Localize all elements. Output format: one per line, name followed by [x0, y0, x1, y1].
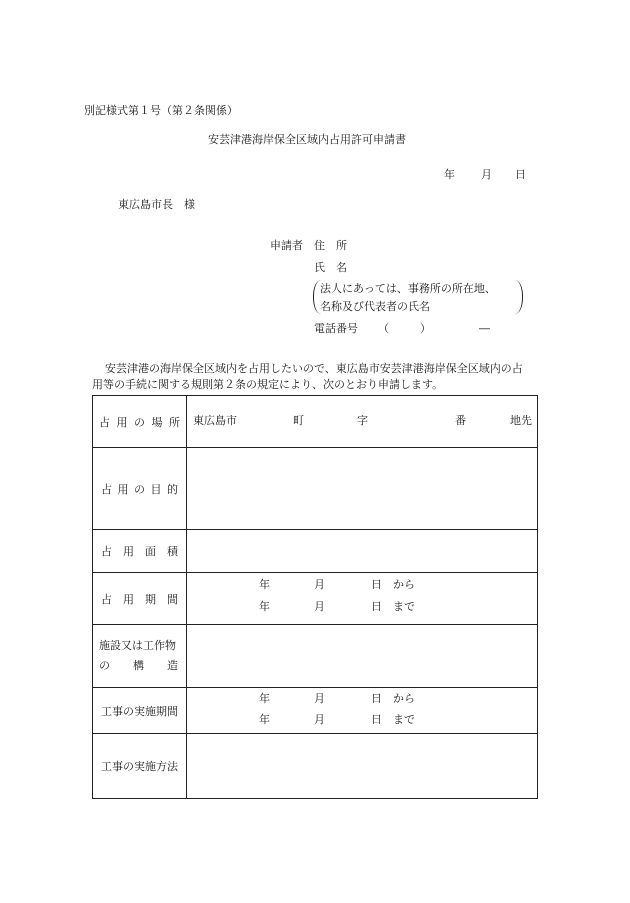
- work-method-label-text: 工事の実施方法: [101, 760, 178, 773]
- table-row-purpose: [93, 448, 538, 530]
- work-from: から: [393, 692, 415, 705]
- corporate-note-line2: 名称及び代表者の氏名: [320, 300, 430, 313]
- location-aza: 字: [357, 414, 368, 427]
- work-method-label: [93, 734, 187, 799]
- label-char: 造: [167, 659, 178, 672]
- area-value-cell[interactable]: [187, 530, 538, 573]
- label-char: 場: [151, 415, 163, 429]
- application-table: [92, 395, 538, 799]
- label-char: の: [99, 659, 110, 672]
- structure-value-cell[interactable]: [187, 625, 538, 688]
- label-char: 期: [145, 592, 156, 606]
- applicant-label: 申請者: [270, 239, 303, 252]
- date-day-label: 日: [515, 168, 526, 181]
- date-month-label: 月: [481, 168, 492, 181]
- work-to-year: 年: [259, 713, 270, 726]
- work-from-year: 年: [259, 692, 270, 705]
- location-label: [93, 396, 187, 448]
- label-char: 用: [116, 415, 128, 429]
- form-number: 別記様式第１号（第２条関係）: [84, 104, 238, 117]
- label-char: の: [134, 415, 145, 429]
- work-to: まで: [393, 713, 415, 726]
- structure-label-line1: 施設又は工作物: [99, 639, 176, 652]
- label-char: 用: [123, 545, 134, 558]
- location-value-cell[interactable]: [187, 396, 538, 448]
- label-char: 積: [167, 545, 178, 558]
- period-label: [93, 573, 187, 625]
- period-from-month: 月: [314, 578, 325, 591]
- table-row-work-method: [93, 734, 538, 799]
- purpose-value-cell[interactable]: [187, 448, 538, 530]
- label-char: 占: [101, 545, 112, 558]
- period-to-year: 年: [259, 600, 270, 613]
- work-from-month: 月: [314, 692, 325, 705]
- work-to-day: 日: [371, 713, 382, 726]
- label-char: 的: [167, 482, 178, 496]
- location-ban: 番: [455, 414, 466, 427]
- work-period-label: [93, 688, 187, 734]
- document-title: 安芸津港海岸保全区域内占用許可申請書: [208, 133, 406, 146]
- work-from-day: 日: [371, 692, 382, 705]
- table-row-area: [93, 530, 538, 573]
- addressee: 東広島市長 様: [118, 198, 195, 211]
- table-row-period: [93, 573, 538, 625]
- table-row-work-period: [93, 688, 538, 734]
- purpose-label: [93, 448, 187, 530]
- label-char: 間: [167, 592, 178, 606]
- phone-dash: ―: [479, 322, 490, 335]
- work-method-value-cell[interactable]: [187, 734, 538, 799]
- label-char: の: [134, 482, 145, 496]
- table-row-location: [93, 396, 538, 448]
- label-char: 占: [101, 592, 112, 606]
- work-to-month: 月: [314, 713, 325, 726]
- corporate-note-line1: 法人にあっては、事務所の所在地、: [320, 282, 496, 295]
- label-char: 占: [99, 415, 110, 429]
- area-label: [93, 530, 187, 573]
- date-year-label: 年: [444, 168, 455, 181]
- period-to-day: 日: [371, 600, 382, 613]
- label-char: 所: [169, 415, 180, 429]
- label-char: 面: [145, 545, 156, 558]
- label-char: 用: [123, 592, 134, 606]
- structure-label: [93, 625, 187, 688]
- phone-label: 電話番号: [314, 322, 358, 335]
- period-from: から: [393, 578, 415, 591]
- period-to-month: 月: [314, 600, 325, 613]
- name-label: 氏 名: [314, 261, 347, 274]
- label-char: 目: [150, 482, 162, 496]
- phone-open-paren: （: [378, 322, 389, 335]
- location-city: 東広島市: [193, 414, 237, 427]
- label-char: 占: [101, 482, 112, 496]
- period-from-year: 年: [259, 578, 270, 591]
- period-value-cell[interactable]: [187, 573, 538, 625]
- location-chisaki: 地先: [510, 414, 532, 427]
- phone-close-paren: ）: [420, 322, 431, 335]
- address-label: 住 所: [314, 239, 347, 252]
- body-text-line2: 用等の手続に関する規則第２条の規定により、次のとおり申請します。: [92, 378, 444, 391]
- table-row-structure: [93, 625, 538, 688]
- location-town: 町: [293, 414, 304, 427]
- work-period-value-cell[interactable]: [187, 688, 538, 734]
- period-from-day: 日: [371, 578, 382, 591]
- work-period-label-text: 工事の実施期間: [101, 704, 178, 718]
- label-char: 構: [133, 659, 144, 672]
- period-to: まで: [393, 600, 415, 613]
- label-char: 用: [117, 482, 129, 496]
- body-text-line1: 安芸津港の海岸保全区域内を占用したいので、東広島市安芸津港海岸保全区域内の占: [105, 362, 523, 375]
